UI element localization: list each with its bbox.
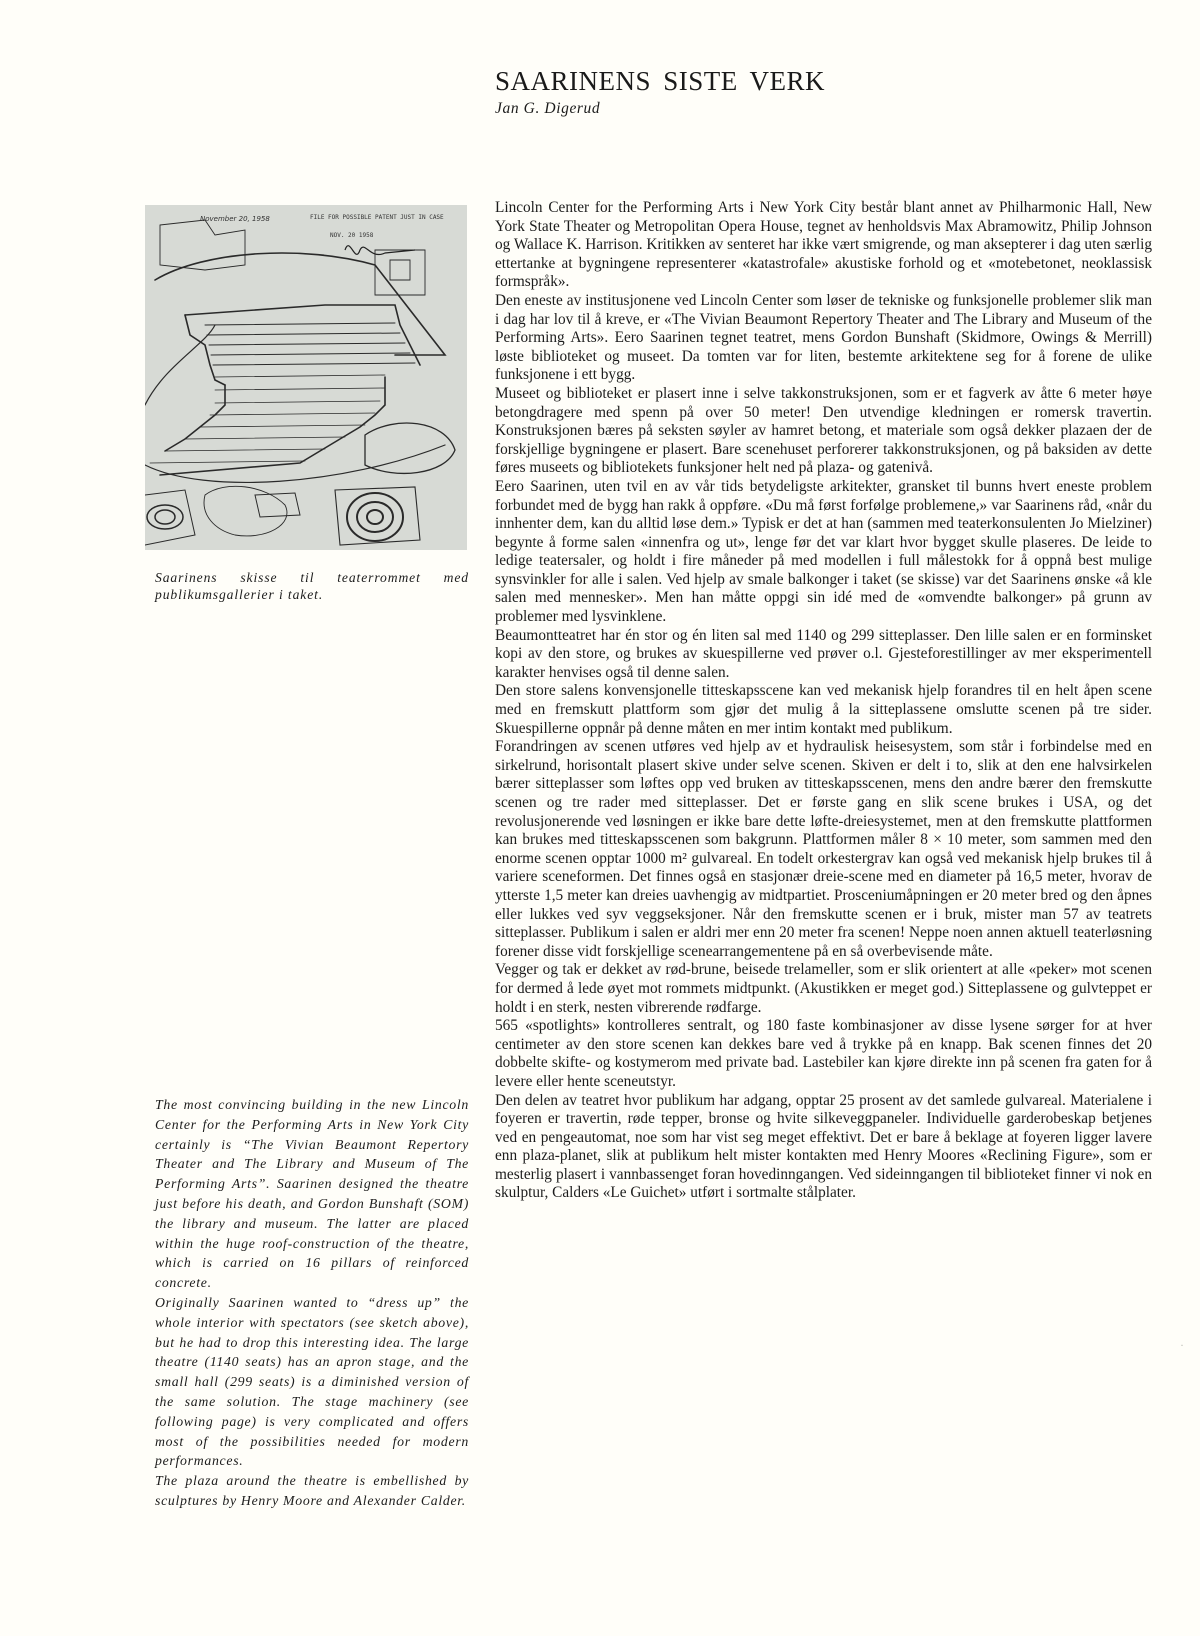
sketch-note-date: November 20, 1958 — [200, 215, 270, 223]
author-byline: Jan G. Digerud — [495, 100, 601, 117]
body-paragraph: Lincoln Center for the Performing Arts i New York City består blant annet av Philharmonic Hall, New York State Theater og Metropolitan Opera House, tegnet av henholdsvis Max Abramowitz, Philip Johnson og Wallace K. Harrison. Kritikken av senteret har ikke vært smigrende, og man aksepterer i dag uten særlig ettertanke at bygningene representerer «katastrofale» akustiske forhold og et «motebetonet, neoklassisk formspråk». — [495, 199, 1152, 291]
body-paragraph: Beaumontteatret har én stor og én liten sal med 1140 og 299 sitteplasser. Den lille salen er en forminsket kopi av den store, og brukes av skuespillerne ved prøver o.l. Gjesteforestillinger av mer eksperimentell karakter henvises også til denne salen. — [495, 626, 1152, 681]
theatre-sketch-image — [145, 205, 467, 550]
sketch-note-date2: NOV. 20 1958 — [330, 232, 374, 239]
body-paragraph: Eero Saarinen, uten tvil en av vår tids betydeligste arkitekter, gransket til bunns hvert eneste problem forbundet med de bygg han rakk å oppføre. «Du må først forfølge problemene,» var Saarinens råd, «når du innhenter dem, kan du alltid løse dem.» Typisk er det at han (sammen med teaterkonsulenten Jo Mielziner) begynte å forme salen «innenfra og ut», lenge før det var klart hvor bygget skulle plaseres. De leide to ledige teatersaler, og holdt i fire måneder på med modellen i full målestokk for å oppnå best mulige synsvinkler for alle i salen. Ved hjelp av smale balkonger i taket (se skisse) var det Saarinens ønske «å kle salen med mennesker». Men han måtte oppgi sin idé med de «omvendte balkonger» på grunn av problemer med lysvinklene. — [495, 477, 1152, 626]
summary-paragraph: The most convincing building in the new Lincoln Center for the Performing Arts in New York City certainly is “The Vivian Beaumont Repertory Theater and The Library and Museum of The Performing Arts”. Saarinen designed the theatre just before his death, and Gordon Bunshaft (SOM) the library and museum. The latter are placed within the huge roof-construction of the theatre, which is carried on 16 pillars of reinforced concrete. — [155, 1097, 469, 1291]
figure-caption: Saarinens skisse til teaterrommet med publikumsgallerier i taket. — [155, 570, 469, 602]
page-edge-mark: · — [1180, 1338, 1184, 1352]
article-title: SAARINENS SISTE VERK — [495, 66, 826, 96]
article-body — [495, 199, 1152, 1203]
body-paragraph: Forandringen av scenen utføres ved hjelp av et hydraulisk heisesystem, som står i forbindelse med en sirkelrund, horisontalt plasert skive under selve scenen. Skiven er delt i to, slik at den ene halvsirkelen bærer sitteplasser som løftes opp ved bruken av titteskapsscenen, mens den andre bærer den fremskutte scenen og tre rader med sitteplasser. Det er første gang en slik scene brukes i USA, og det revolusjonerende ved løsningen er ikke bare dette løfte-dreiesystemet, men at den fremskutte plattformen kan brukes med titteskapsscenen som bakgrunn. Plattformen måler 8 × 10 meter, som sammen med den enorme scenen opptar 1000 m² gulvareal. En todelt orkestergrav kan også ved mekanisk hjelp brukes til å variere sceneformen. Det finnes også en stasjonær dreie-scene med en diameter på 16,5 meter, hvorav de ytterste 1,5 meter kan dreies uavhengig av midtpartiet. Prosceniumåpningen er 20 meter bred og den åpnes eller lukkes ved syv veggseksjoner. Når den fremskutte scenen er i bruk, mister man 57 av teatrets sitteplasser. Publikum i salen er aldri mer enn 20 meter fra scenen! Neppe noen annen aktuell teaterløsning forener disse vidt forskjellige scenearrangementene på en så overbevisende måte. — [495, 738, 1152, 960]
sketch-figure — [145, 205, 467, 550]
body-paragraph: Den store salens konvensjonelle titteskapsscene kan ved mekanisk hjelp forandres til en helt åpen scene med en fremskutt plattform som gjør det mulig å la sitteplassene omslutte scenen på tre sider. Skuespillerne oppnår på denne måten en mer intim kontakt med publikum. — [495, 682, 1152, 737]
summary-paragraph: The plaza around the theatre is embellished by sculptures by Henry Moore and Alexander Calder. — [155, 1473, 469, 1508]
body-paragraph: Vegger og tak er dekket av rød-brune, beisede trelameller, som er slik orientert at alle «peker» mot scenen for dermed å lede øyet mot rommets midtpunkt. (Akustikken er meget god.) Sitteplassene og gulvteppet er holdt i en sterk, nesten vibrerende rødfarge. — [495, 961, 1152, 1016]
body-paragraph: Den eneste av institusjonene ved Lincoln Center som løser de tekniske og funksjonelle problemer slik man i dag har lov til å kreve, er «The Vivian Beaumont Repertory Theater and The Library and Museum of the Performing Arts». Eero Saarinen tegnet teatret, mens Gordon Bunshaft (Skidmore, Owings & Merrill) løste biblioteket og museet. Da tomten var for liten, bestemte arkitektene seg for å forene de ulike funksjonene i ett bygg. — [495, 291, 1152, 384]
summary-paragraph: Originally Saarinen wanted to “dress up” the whole interior with spectators (see sketch above), but he had to drop this interesting idea. The large theatre (1140 seats) has an apron stage, and the small hall (299 seats) is a diminished version of the same solution. The stage machinery (see following page) is very complicated and offers most of the possibilities needed for modern performances. — [155, 1294, 469, 1469]
body-paragraph: Den delen av teatret hvor publikum har adgang, opptar 25 prosent av det samlede gulvareal. Materialene i foyeren er travertin, røde tepper, bronse og hvite silkeveggpaneler. Individuelle garderobeskap betjenes ved en pengeautomat, noe som har vist seg meget effektivt. Det er bare å beklage at foyeren ligger lavere enn plaza-planet, slik at publikum helt mister kontakten med Henry Moores «Reclining Figure», som er mesterlig plasert i vannbassenget foran hovedinngangen. Ved sideinngangen til biblioteket finner vi nok en skulptur, Calders «Le Guichet» utført i sortmalte stålplater. — [495, 1091, 1152, 1202]
sketch-note-patent: FILE FOR POSSIBLE PATENT JUST IN CASE — [310, 214, 444, 221]
english-summary — [155, 1095, 469, 1511]
body-paragraph: 565 «spotlights» kontrolleres sentralt, og 180 faste kombinasjoner av disse lysene sørger for at hver centimeter av den store scenen kan dekkes bare ved å trykke på en knapp. Bak scenen finnes det 20 dobbelte skifte- og kostymerom med private bad. Lastebiler kan kjøre direkte inn på scenen fra gaten for å levere eller hente sceneutstyr. — [495, 1017, 1152, 1090]
body-paragraph: Museet og biblioteket er plasert inne i selve takkonstruksjonen, som er et fagverk av åtte 6 meter høye betongdragere med spenn på over 50 meter! Den utvendige kledningen er romersk travertin. Konstruksjonen bæres på seksten søyler av hamret betong, et materiale som også dekker plazaen der de forskjellige bygningene er plasert. Bare scenehuset perforerer takkonstruksjonen, og på baksiden av dette føres museets og bibliotekets funksjoner helt ned på plaza- og gatenivå. — [495, 384, 1152, 477]
